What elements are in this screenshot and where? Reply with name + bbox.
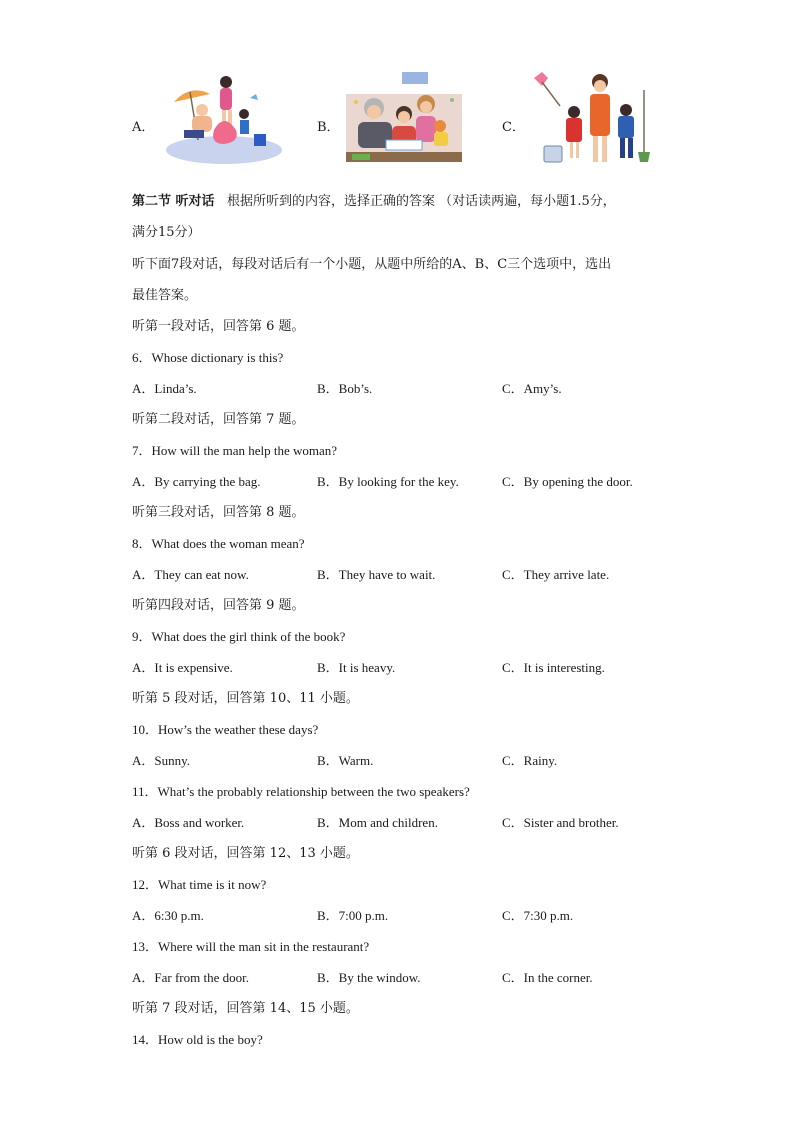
answer-option-c[interactable]: C．It is interesting.	[502, 660, 605, 675]
answer-option-c[interactable]: C．Sister and brother.	[502, 815, 619, 830]
answer-option-c[interactable]: C．7:30 p.m.	[502, 908, 574, 923]
question-text: 6．Whose dictionary is this?	[132, 350, 284, 365]
picture-option-b[interactable]	[317, 70, 477, 176]
question-text: 12．What time is it now?	[132, 877, 267, 892]
answer-option-c[interactable]: C．Amy’s.	[502, 381, 562, 396]
question-text: 11．What’s the probably relationship between the two speakers?	[132, 784, 470, 799]
dialogue-heading: 听第三段对话，回答第 8 题。	[132, 505, 305, 520]
question-text: 7．How will the man help the woman?	[132, 443, 338, 458]
answer-option-b[interactable]: B．Mom and children.	[317, 815, 438, 830]
question-text: 9．What does the girl think of the book?	[132, 629, 346, 644]
section-instruction: 根据所听到的内容，选择正确的答案 （对话读两遍，每小题1.5分，	[226, 194, 616, 209]
option-letter: A．	[132, 120, 155, 135]
answer-option-b[interactable]: B．By the window.	[317, 970, 421, 985]
answer-option-c[interactable]: C．Rainy.	[502, 753, 558, 768]
option-letter: C．	[502, 120, 525, 135]
answer-option-c[interactable]: C．They arrive late.	[502, 567, 610, 582]
dialogue-heading: 听第 7 段对话，回答第 14、15 小题。	[132, 1001, 359, 1016]
dialogue-heading: 听第四段对话，回答第 9 题。	[132, 598, 305, 613]
answer-option-b[interactable]: B．It is heavy.	[317, 660, 396, 675]
family-reading-icon	[342, 70, 467, 170]
answer-option-b[interactable]: B．By looking for the key.	[317, 474, 459, 489]
answer-option-a[interactable]: A．Sunny.	[132, 753, 191, 768]
answer-option-a[interactable]: A．Far from the door.	[132, 970, 249, 985]
answer-option-a[interactable]: A．6:30 p.m.	[132, 908, 204, 923]
answer-option-c[interactable]: C．By opening the door.	[502, 474, 633, 489]
answer-option-a[interactable]: A．Linda’s.	[132, 381, 197, 396]
answer-option-c[interactable]: C．In the corner.	[502, 970, 593, 985]
answer-option-a[interactable]: A．Boss and worker.	[132, 815, 245, 830]
question-text: 8．What does the woman mean?	[132, 536, 305, 551]
answer-option-b[interactable]: B．They have to wait.	[317, 567, 436, 582]
section-title: 第二节 听对话	[132, 194, 215, 209]
section-intro: 听下面7段对话，每段对话后有一个小题，从题中所给的A、B、C三个选项中，选出	[132, 257, 612, 272]
question-text: 14．How old is the boy?	[132, 1032, 263, 1047]
answer-option-a[interactable]: A．By carrying the bag.	[132, 474, 261, 489]
picture-options-row	[132, 70, 662, 176]
answer-option-b[interactable]: B．7:00 p.m.	[317, 908, 389, 923]
beach-family-icon	[162, 70, 282, 170]
answer-option-b[interactable]: B．Bob’s.	[317, 381, 373, 396]
answer-option-a[interactable]: A．It is expensive.	[132, 660, 233, 675]
question-text: 10．How’s the weather these days?	[132, 722, 319, 737]
section-heading	[132, 193, 616, 211]
family-cleaning-icon	[530, 70, 655, 170]
dialogue-heading: 听第一段对话，回答第 6 题。	[132, 319, 305, 334]
answer-option-a[interactable]: A．They can eat now.	[132, 567, 249, 582]
picture-option-c[interactable]	[502, 70, 662, 176]
answer-option-b[interactable]: B．Warm.	[317, 753, 374, 768]
section-instruction-cont: 满分15分）	[132, 225, 201, 240]
option-letter: B．	[317, 120, 340, 135]
dialogue-heading: 听第 5 段对话，回答第 10、11 小题。	[132, 691, 359, 706]
question-text: 13．Where will the man sit in the restaurant?	[132, 939, 370, 954]
dialogue-heading: 听第 6 段对话，回答第 12、13 小题。	[132, 846, 359, 861]
picture-option-a[interactable]	[132, 70, 292, 176]
dialogue-heading: 听第二段对话，回答第 7 题。	[132, 412, 305, 427]
section-intro-cont: 最佳答案。	[132, 288, 198, 303]
